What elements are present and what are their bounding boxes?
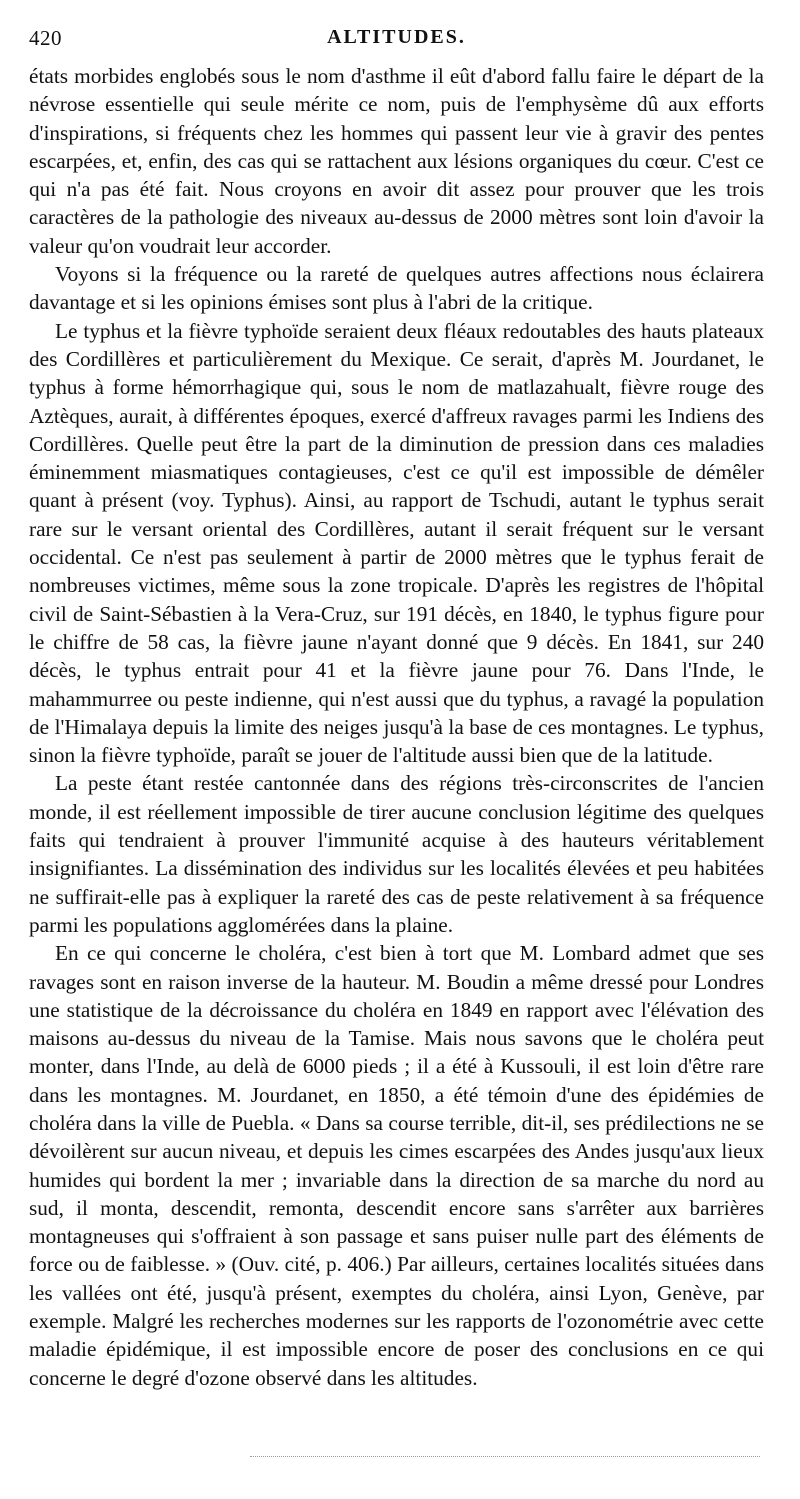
paragraph-plague: La peste étant restée cantonnée dans des régions très-circonscrites de l'ancien monde, il est réellement impossible de tirer aucune conclusion légitime des quelques faits qui tendraient à prouver l'immunité acquise à des hauteurs véritablement insignifiantes. La dissémination des individus sur les localités élevées et peu habitées ne suffirait-elle pas à expliquer la rareté des cas de peste relativement à sa fréquence parmi les populations agglomérées dans la plaine. xyxy=(29,771,764,937)
page-header xyxy=(29,26,764,62)
paragraph-asthma-continued: états morbides englobés sous le nom d'asthme il eût d'abord fallu faire le départ de la névrose essentielle qui seule mérite ce nom, puis de l'emphysème dû aux efforts d'inspirations, si fréquents chez les hommes qui passent leur vie à gravir des pentes escarpées, et, enfin, des cas qui se rattachent aux lésions organiques du cœur. C'est ce qui n'a pas été fait. Nous croyons en avoir dit assez pour prouver que les trois caractères de la pathologie des niveaux au-dessus de 2000 mètres sont loin d'avoir la valeur qu'on voudrait leur accorder. xyxy=(29,64,764,258)
paragraph-other-affections: Voyons si la fréquence ou la rareté de quelques autres affections nous éclairera davantage et si les opinions émises sont plus à l'abri de la critique. xyxy=(29,262,764,315)
page-number: 420 xyxy=(29,26,62,50)
document-page xyxy=(29,26,764,1392)
body-text xyxy=(29,62,764,1392)
paragraph-cholera: En ce qui concerne le choléra, c'est bien à tort que M. Lombard admet que ses ravages sont en raison inverse de la hauteur. M. Boudin a même dressé pour Londres une statistique de la décroissance du choléra en 1849 en rapport avec l'élévation des maisons au-dessus du niveau de la Tamise. Mais nous savons que le choléra peut monter, dans l'Inde, au delà de 6000 pieds ; il a été à Kussouli, il est loin d'être rare dans les montagnes. M. Jourdanet, en 1850, a été témoin d'une des épidémies de choléra dans la ville de Puebla. « Dans sa course terrible, dit-il, ses prédilections ne se dévoilèrent sur aucun niveau, et depuis les cimes escarpées des Andes jusqu'aux lieux humides qui bordent la mer ; invariable dans la direction de sa marche du nord au sud, il monta, descendit, remonta, descendit encore sans s'arrêter aux barrières montagneuses qui s'offraient à son passage et sans puiser nulle part des éléments de force ou de faiblesse. » (Ouv. cité, p. 406.) Par ailleurs, certaines localités situées dans les vallées ont été, jusqu'à présent, exemptes du choléra, ainsi Lyon, Genève, par exemple. Malgré les recherches modernes sur les rapports de l'ozonométrie avec cette maladie épidémique, il est impossible encore de poser des conclusions en ce qui concerne le degré d'ozone observé dans les altitudes. xyxy=(29,941,764,1390)
footer-dotted-rule xyxy=(250,1456,760,1457)
running-head: ALTITUDES. xyxy=(327,26,466,48)
paragraph-typhus: Le typhus et la fièvre typhoïde seraient deux fléaux redoutables des hauts plateaux des Cordillères et particulièrement du Mexique. Ce serait, d'après M. Jourdanet, le typhus à forme hémorrhagique qui, sous le nom de matlazahualt, fièvre rouge des Aztèques, aurait, à différentes époques, exercé d'affreux ravages parmi les Indiens des Cordillères. Quelle peut être la part de la diminution de pression dans ces maladies éminemment miasmatiques contagieuses, c'est ce qu'il est impossible de démêler quant à présent (voy. Typhus). Ainsi, au rapport de Tschudi, autant le typhus serait rare sur le versant oriental des Cordillères, autant il serait fréquent sur le versant occidental. Ce n'est pas seulement à partir de 2000 mètres que le typhus ferait de nombreuses victimes, même sous la zone tropicale. D'après les registres de l'hôpital civil de Saint-Sébastien à la Vera-Cruz, sur 191 décès, en 1840, le typhus figure pour le chiffre de 58 cas, la fièvre jaune n'ayant donné que 9 décès. En 1841, sur 240 décès, le typhus entrait pour 41 et la fièvre jaune pour 76. Dans l'Inde, le mahammurree ou peste indienne, qui n'est aussi que du typhus, a ravagé la population de l'Himalaya depuis la limite des neiges jusqu'à la base de ces montagnes. Le typhus, sinon la fièvre typhoïde, paraît se jouer de l'altitude aussi bien que de la latitude. xyxy=(29,318,764,768)
